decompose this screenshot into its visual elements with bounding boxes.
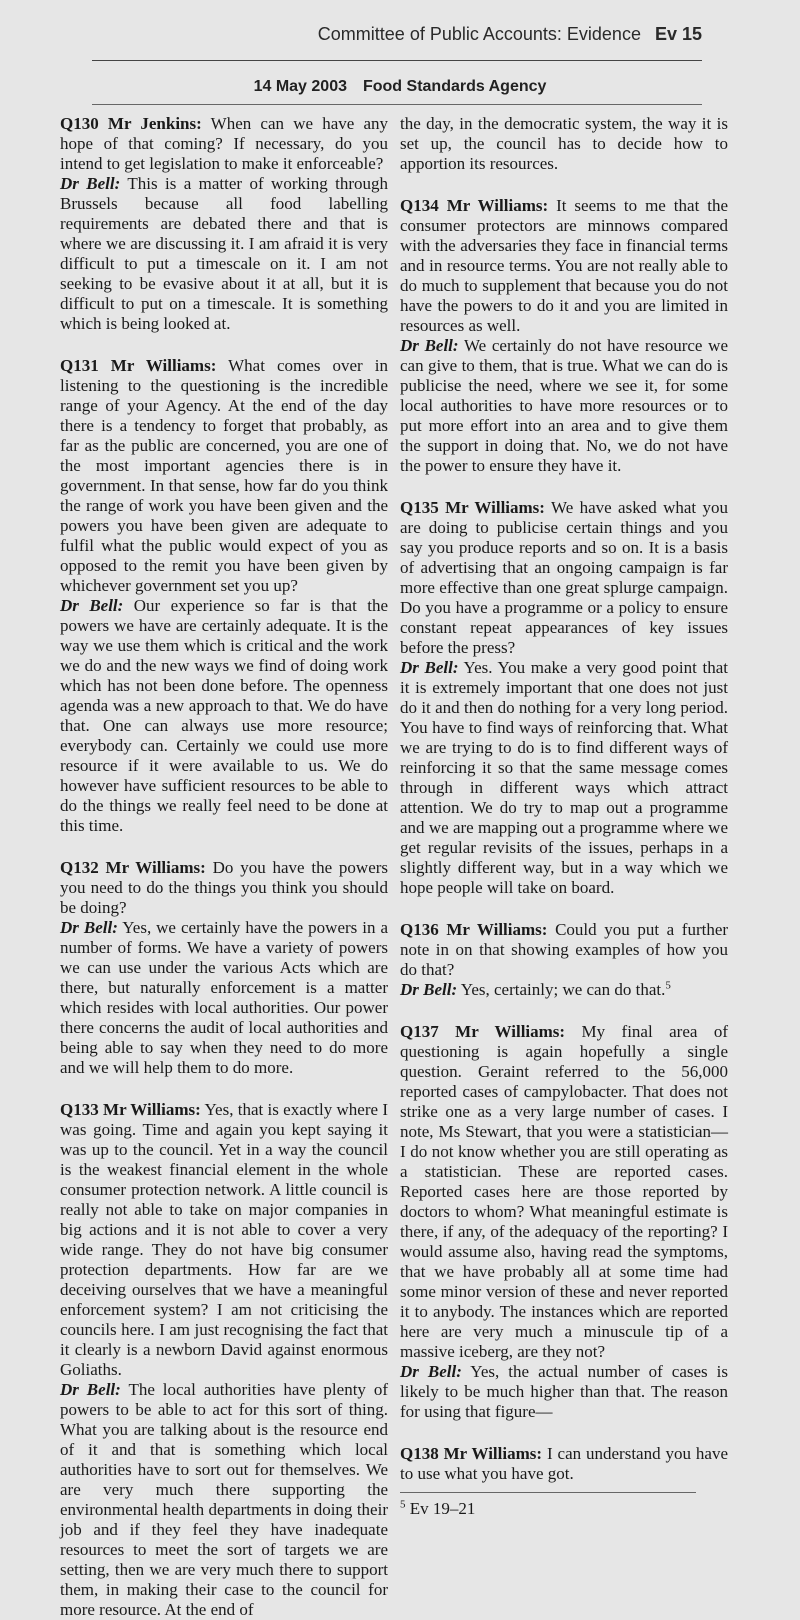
question-q135: Q135 Mr Williams: We have asked what you are doing to publicise certain things and you say you produce reports and so on. It is a basis of advertising that an ongoing campaign is far more effective than one great splurge campaign. Do you have a programme or a policy to ensure constant repeat appearances of key issues before the press? [400, 498, 729, 657]
question-q134: Q134 Mr Williams: It seems to me that the consumer protectors are minnows compared with the adversaries they face in financial terms and in resource terms. You are not really able to do much to supplement that because you do not have the powers to do it and you are limited in resources as well. [400, 196, 729, 335]
answer-q130: Dr Bell: This is a matter of working through Brussels because all food labelling requirements are debated there and that is where we are discussing it. I am afraid it is very difficult to put a timescale on it. I am not seeking to be evasive about it at all, but it is difficult to put on a timescale. It is something which is being looked at. [60, 174, 388, 333]
answer-q137: Dr Bell: Yes, the actual number of cases is likely to be much higher than that. The reason for using that figure— [400, 1362, 729, 1421]
answer-q133-continuation: the day, in the democratic system, the way it is set up, the council has to decide how to apportion its resources. [400, 114, 728, 173]
answer-q132: Dr Bell: Yes, we certainly have the powers in a number of forms. We have a variety of powers we can use under the various Acts which are there, but naturally enforcement is a matter which resides with local authorities. Our power there concerns the audit of local authorities and being able to say when they need to do more and we will help them to do more. [60, 918, 388, 1077]
session-date: 14 May 2003 [253, 78, 347, 95]
question-q136: Q136 Mr Williams: Could you put a further note in on that showing examples of how you do that? [400, 920, 729, 979]
right-column [400, 114, 728, 1519]
footnote [400, 1499, 728, 1519]
footnote-rule [400, 1492, 696, 1493]
answer-q136: Dr Bell: Yes, certainly; we can do that.$^5$ [400, 979, 671, 999]
question-q138: Q138 Mr Williams: I can understand you have to use what you have got. [400, 1444, 729, 1483]
running-head-title: Committee of Public Accounts: Evidence [317, 24, 641, 44]
page-reference: Ev 15 [654, 24, 702, 44]
question-q137: Q137 Mr Williams: My final area of questioning is again hopefully a single question. Geraint referred to the 56,000 reported cases of campylobacter. That does not strike one as a very large number of cases. I note, Ms Stewart, that you were a statistician—I do not know whether you are still operating as a statistician. These are reported cases. Reported cases here are those reported by doctors to whom? What meaningful estimate is there, if any, of the adequacy of the reporting? I would assume also, having read the symptoms, that we have probably all at some time had some minor version of these and never reported it to anybody. The instances which are reported here are very much a minuscule tip of a massive iceberg, are they not? [400, 1022, 728, 1361]
answer-q135: Dr Bell: Yes. You make a very good point that it is extremely important that one does not just do it and then do nothing for a very long period. You have to find ways of reinforcing that. What we are trying to do is to find different ways of reinforcing it so that the same message comes through in different ways which attract attention. We do try to map out a programme and we are mapping out a programme where we get regular revisits of the issues, perhaps in a slightly different way, but in a way which we hope people will take on board. [400, 658, 728, 897]
question-q130: Q130 Mr Jenkins: When can we have any hope of that coming? If necessary, do you intend to get legislation to make it enforceable? [60, 114, 389, 173]
footnote-text: Ev 19–21 [409, 1499, 476, 1518]
session-heading [0, 78, 800, 96]
running-head [318, 24, 702, 45]
header-rule [92, 60, 702, 61]
answer-q133: Dr Bell: The local authorities have plenty of powers to be able to act for this sort of thing. What you are talking about is the resource end of it and that is something which local authorities have to sort out for themselves. We are very much there supporting the environmental health departments in doing their job and if they feel they have inadequate resources to meet the sort of targets we are setting, then we are very much there to support them, in making their case to the council for more resource. At the end of [60, 1380, 388, 1619]
question-q131: Q131 Mr Williams: What comes over in listening to the questioning is the incredible range of your Agency. At the end of the day there is a tendency to forget that probably, as far as the public are concerned, you are one of the most important agencies there is in government. In that sense, how far do you think the range of work you have been given and the powers you have been given are adequate to fulfil what the public would expect of you as opposed to the remit you have been given by whichever government set you up? [60, 356, 388, 595]
footnote-reference: 5 [665, 979, 671, 992]
question-q132: Q132 Mr Williams: Do you have the powers you need to do the things you think you should be doing? [60, 858, 389, 917]
footnote-mark: 5 [400, 1498, 406, 1511]
session-witness: Food Standards Agency [362, 78, 547, 95]
answer-q134: Dr Bell: We certainly do not have resource we can give to them, that is true. What we can do is publicise the need, where we see it, for some local authorities to have more resources or to put more effort into an area and to give them the support in doing that. No, we do not have the power to ensure they have it. [400, 336, 728, 475]
answer-q131: Dr Bell: Our experience so far is that the powers we have are certainly adequate. It is the way we use them which is critical and the work we do and the new ways we find of doing work which has not been done before. The openness agenda was a new approach to that. We do have that. One can always use more resource; everybody can. Certainly we could use more resource if it were available to us. We do however have sufficient resources to be able to do the things we really feel need to be done at this time. [60, 596, 388, 835]
session-rule [92, 104, 702, 105]
question-q133: Q133 Mr Williams: Yes, that is exactly where I was going. Time and again you kept saying it was up to the council. Yet in a way the council is the weakest financial element in the whole consumer protection network. A little council is really not able to take on major companies in big actions and it is not able to cover a very wide range. They do not have big consumer protection departments. How far are we deceiving ourselves that we have a meaningful enforcement system? I am not criticising the councils here. I am just recognising the fact that it clearly is a newborn David against enormous Goliaths. [60, 1100, 389, 1379]
left-column [60, 114, 388, 1620]
